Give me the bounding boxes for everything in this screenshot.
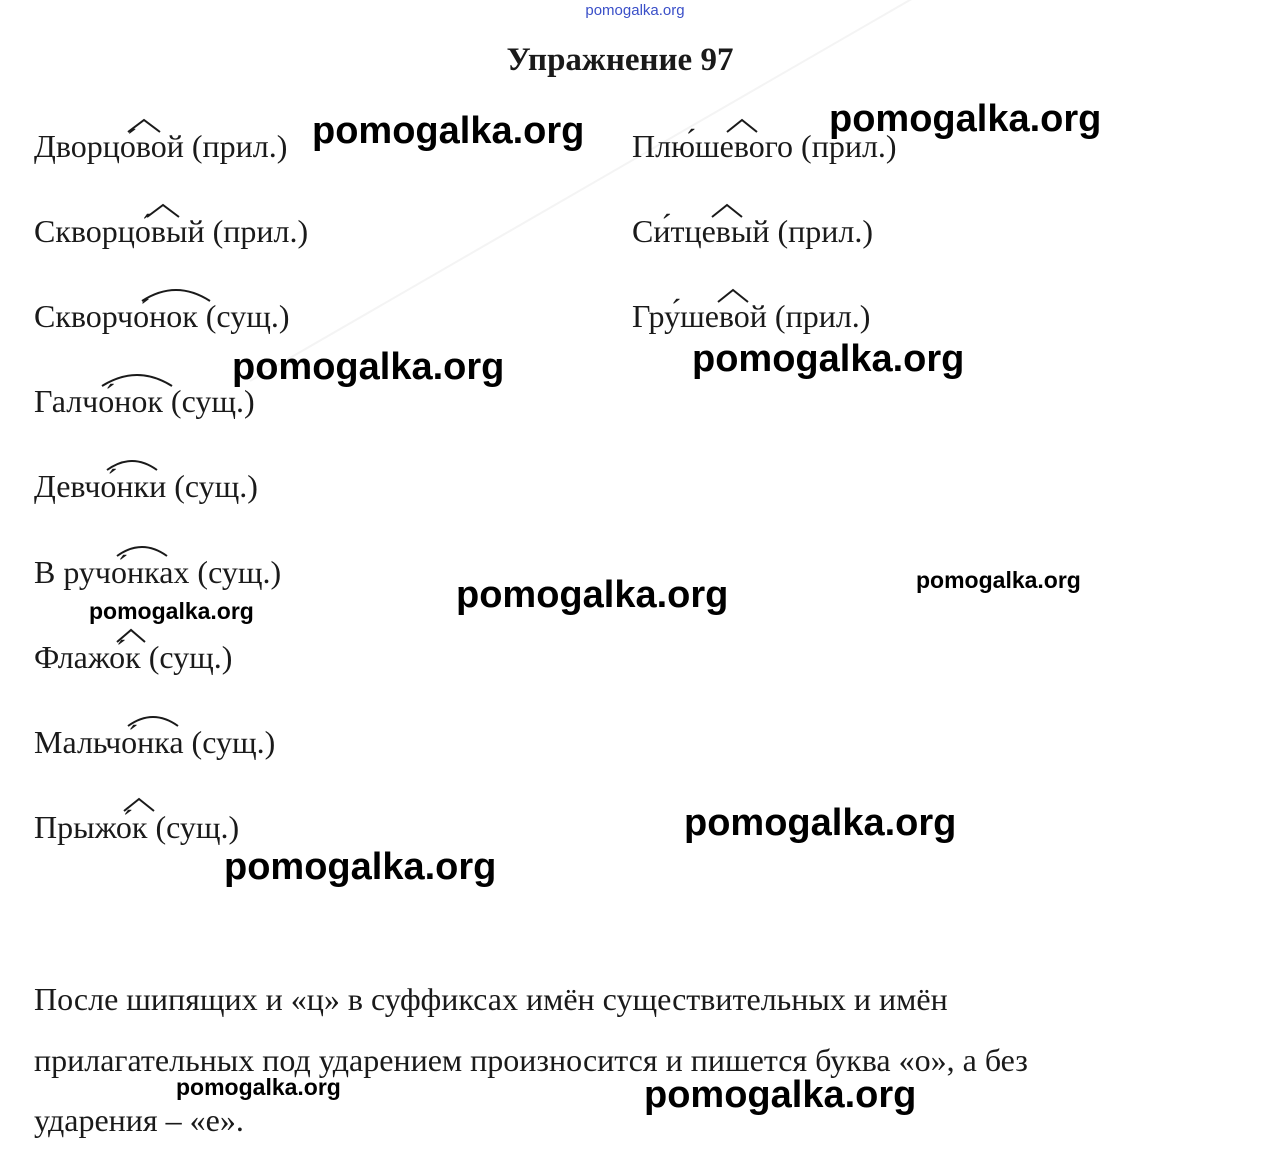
- word-galchonok: Галчо́нок (сущ.): [34, 383, 255, 419]
- watermark: pomogalka.org: [692, 338, 965, 380]
- watermark: pomogalka.org: [176, 1074, 341, 1100]
- suffix-arc-mark: [145, 203, 181, 219]
- word-grushevoy: Гру́шевой (прил.): [632, 298, 871, 334]
- suffix-arc-mark: [115, 628, 147, 644]
- watermark: pomogalka.org: [644, 1074, 917, 1116]
- watermark: pomogalka.org: [224, 846, 497, 888]
- watermark: pomogalka.org: [684, 802, 957, 844]
- suffix-arc-mark: [105, 456, 159, 472]
- suffix-arc-mark: [100, 370, 174, 388]
- suffix-arc-mark: [725, 118, 759, 134]
- word-dvortsovoy: Дворцо́вой (прил.): [34, 128, 288, 164]
- source-watermark: pomogalka.org: [585, 2, 685, 19]
- word-pryzhok: Прыжо́к (сущ.): [34, 809, 240, 845]
- exercise-title: Упражнение 97: [506, 42, 734, 78]
- watermark: pomogalka.org: [829, 98, 1102, 140]
- watermark: pomogalka.org: [89, 598, 254, 624]
- word-skvorchonok: Скворчо́нок (сущ.): [34, 298, 290, 334]
- suffix-arc-mark: [716, 288, 750, 304]
- rule-line-2: прилагательных под ударением произносится и пишется буква «о», а без: [34, 1042, 1028, 1078]
- word-sittsevy: Си́тцевый (прил.): [632, 213, 874, 249]
- watermark: pomogalka.org: [916, 567, 1081, 593]
- word-plyushevogo: Плю́шевого (прил.): [632, 128, 897, 164]
- suffix-arc-mark: [126, 118, 162, 134]
- suffix-arc-mark: [710, 203, 744, 219]
- word-devchonki: Девчо́нки (сущ.): [34, 468, 258, 504]
- suffix-arc-mark: [122, 797, 156, 813]
- word-skvortsovy: Скворцо́вый (прил.): [34, 213, 309, 249]
- watermark: pomogalka.org: [456, 574, 729, 616]
- word-flazhok: Флажо́к (сущ.): [34, 639, 233, 675]
- suffix-arc-mark: [140, 285, 212, 303]
- watermark: pomogalka.org: [312, 110, 585, 152]
- word-malchonka: Мальчо́нка (сущ.): [34, 724, 276, 760]
- rule-line-1: После шипящих и «ц» в суффиксах имён существительных и имён: [34, 981, 948, 1017]
- rule-line-3: ударения – «е».: [34, 1102, 244, 1138]
- word-v-ruchonkakh: В ручо́нках (сущ.): [34, 554, 282, 590]
- suffix-arc-mark: [115, 542, 169, 558]
- watermark: pomogalka.org: [232, 346, 505, 388]
- suffix-arc-mark: [126, 712, 180, 728]
